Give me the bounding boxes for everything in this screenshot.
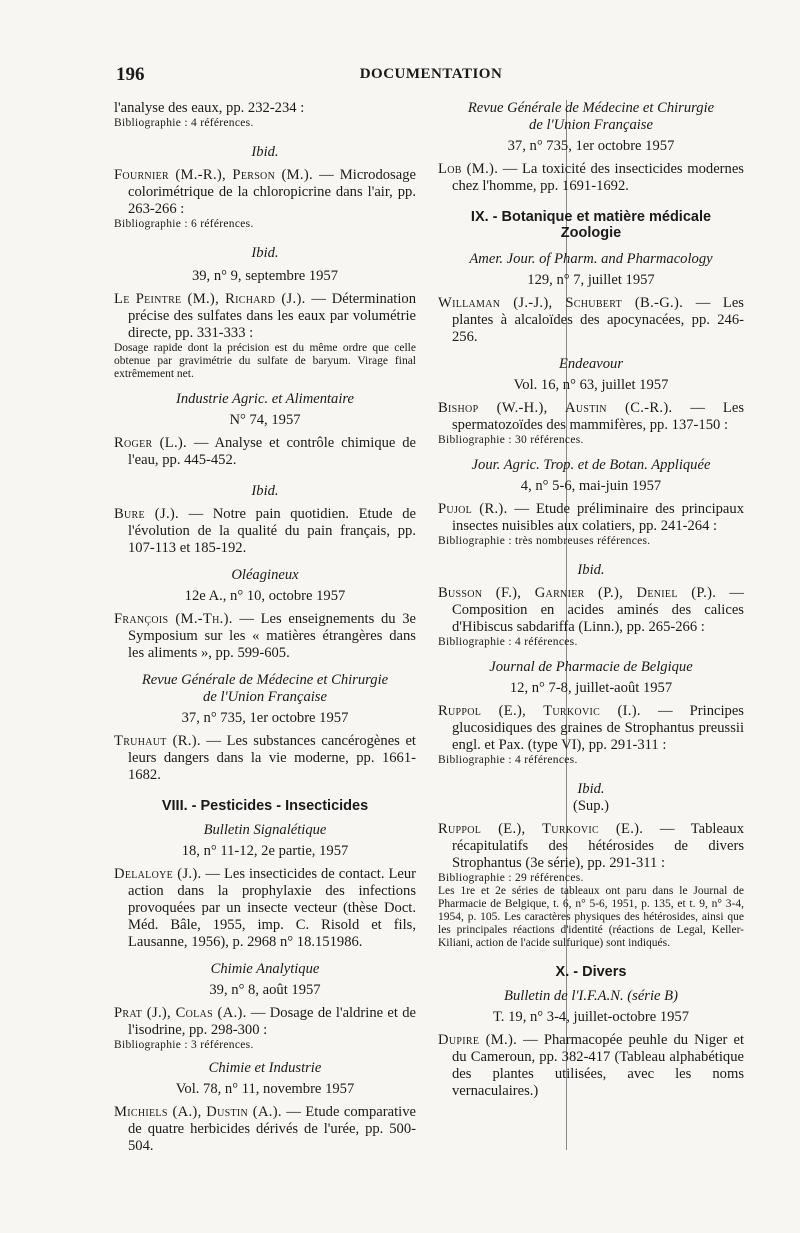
bibliography-note: Bibliographie : 30 références. (438, 434, 584, 446)
issue-line: Vol. 78, n° 11, novembre 1957 (175, 1081, 355, 1097)
source-title: Journal de Pharmacie de Belgique (489, 659, 693, 675)
source-title: Jour. Agric. Trop. et de Botan. Appliquée (471, 457, 711, 473)
entry-text: — Tableaux récapitulatifs des hétérosides de divers Strophantus (3e série), pp. 291-311 : (452, 821, 744, 871)
entry-text: — Les enseignements du 3e Symposium sur les « matières étrangères dans les aliments », pp. 599-605. (128, 611, 416, 661)
entry-author: Delaloye (J.). (114, 866, 202, 882)
section-heading: VIII. - Pesticides - Insecticides (161, 798, 369, 814)
entry-text: — Les substances cancérogènes et leurs dangers dans la vie moderne, pp. 1661-1682. (128, 733, 416, 783)
bibliography-note: Bibliographie : 29 références. (438, 872, 584, 884)
entry-author: Prat (J.), Colas (A.). (114, 1005, 247, 1021)
entry-text: — Microdosage colorimétrique de la chloropicrine dans l'air, pp. 263-266 : (128, 167, 416, 217)
issue-line: 129, n° 7, juillet 1957 (527, 272, 655, 288)
entry-author: Busson (F.), Garnier (P.), Deniel (P.). (438, 585, 717, 601)
entry-author: Michiels (A.), Dustin (A.). (114, 1104, 282, 1120)
entry-author: Pujol (R.). (438, 501, 508, 517)
entry-author: Fournier (M.-R.), Person (M.). (114, 167, 313, 183)
source-title: Endeavour (558, 356, 624, 372)
running-title: DOCUMENTATION (359, 66, 503, 82)
bibliographic-entry (438, 295, 744, 346)
entry-author: Ruppol (E.), Turkovic (I.). (438, 703, 641, 719)
source-title: de l'Union Française (529, 117, 653, 133)
entry-text: — La toxicité des insecticides modernes chez l'homme, pp. 1691-1692. (452, 161, 744, 194)
left-column (114, 100, 416, 1155)
bibliographic-entry (114, 611, 416, 662)
issue-line: 18, n° 11-12, 2e partie, 1957 (181, 843, 349, 859)
right-column (438, 100, 744, 1100)
source-ibid: Ibid. (577, 781, 605, 797)
entry-text: — Etude préliminaire des principaux insectes nuisibles aux colatiers, pp. 241-264 : (452, 501, 744, 534)
entry-author: Dupire (M.). (438, 1032, 518, 1048)
page-number: 196 (116, 64, 145, 85)
entry-author: Le Peintre (M.), Richard (J.). (114, 291, 306, 307)
section-heading: IX. - Botanique et matière médicale (470, 209, 712, 225)
entry-text: — Analyse et contrôle chimique de l'eau, pp. 445-452. (128, 435, 416, 468)
bibliography-note: Bibliographie : 4 références. (438, 754, 578, 766)
entry-text: — Pharmacopée peuhle du Niger et du Cameroun, pp. 382-417 (Tableau alphabétique des plantes utilisées, avec les noms vernaculaires.) (452, 1032, 745, 1099)
source-ibid: Ibid. (251, 245, 279, 261)
bibliographic-entry (114, 1104, 416, 1155)
bibliography-note: Bibliographie : 6 références. (114, 218, 254, 230)
source-ibid: Ibid. (251, 483, 279, 499)
entry-text: — Les spermatozoïdes des mammifères, pp. 137-150 : (452, 400, 744, 433)
bibliographic-entry (114, 291, 416, 342)
bibliography-note: Bibliographie : très nombreuses références. (438, 535, 651, 547)
bibliographic-entry (438, 400, 744, 434)
source-title: Oléagineux (231, 567, 299, 583)
entry-text: — Détermination précise des sulfates dans les eaux par volumétrie directe, pp. 331-333 : (128, 291, 417, 341)
entry-author: Roger (L.). (114, 435, 188, 451)
issue-line: (Sup.) (572, 798, 610, 814)
source-title: Bulletin Signalétique (203, 822, 327, 838)
bibliographic-entry (438, 585, 744, 636)
bibliography-note: Bibliographie : 3 références. (114, 1039, 254, 1051)
issue-line: 12e A., n° 10, octobre 1957 (184, 588, 346, 604)
section-heading: Zoologie (560, 225, 622, 241)
entry-text: — Dosage de l'aldrine et de l'isodrine, pp. 298-300 : (128, 1005, 416, 1038)
bibliographic-entry (438, 703, 744, 754)
abstract-note: Les 1re et 2e séries de tableaux ont paru dans le Journal de Pharmacie de Belgique, t. 6, n° 5-6, 1951, p. 135, et t. 9, n° 3-4, 1954, p. 105. Les caractères physiques des hétérosides, ainsi que les principales réactions d'identité (réactions de Legal, Keller-Kiliani, action de l'acide sulfurique) sont indiqués. (438, 885, 744, 949)
issue-line: 12, n° 7-8, juillet-août 1957 (509, 680, 673, 696)
entry-author: Bure (J.). (114, 506, 180, 522)
source-title: Industrie Agric. et Alimentaire (175, 391, 355, 407)
bibliography-note: Bibliographie : 4 références. (114, 117, 254, 129)
bibliographic-entry (114, 1005, 416, 1039)
entry-text: — Les plantes à alcaloïdes des apocynacées, pp. 246-256. (452, 295, 744, 345)
page-header (116, 64, 746, 88)
issue-line: 39, n° 9, septembre 1957 (191, 268, 339, 284)
source-title: Revue Générale de Médecine et Chirurgie (467, 100, 715, 116)
bibliographic-entry (438, 501, 744, 535)
source-title: Amer. Jour. of Pharm. and Pharmacology (469, 251, 713, 267)
source-title: Chimie et Industrie (208, 1060, 322, 1076)
abstract-note: Dosage rapide dont la précision est du même ordre que celle obtenue par gravimétrie du sulfate de baryum. Virage final extrêmement net. (114, 342, 416, 380)
entry-text: — Les insecticides de contact. Leur action dans la prophylaxie des infections provoquées par un insecte vecteur (thèse Doct. Méd. Bâle, 1955, imp. C. Risold et fils, Lausanne, 1956), p. 2968 n° 18.151986. (128, 866, 416, 950)
bibliographic-entry (114, 167, 416, 218)
bibliographic-entry (438, 161, 744, 195)
entry-text: — Composition en acides aminés des calices d'Hibiscus sabdariffa (Linn.), pp. 265-266 : (452, 585, 744, 635)
source-title: de l'Union Française (203, 689, 327, 705)
issue-line: 4, n° 5-6, mai-juin 1957 (520, 478, 662, 494)
entry-text: — Principes glucosidiques des graines de Strophantus preussii engl. et Pax. (type VI), pp. 291-311 : (452, 703, 744, 753)
entry-author: Truhaut (R.). (114, 733, 201, 749)
bibliographic-entry (438, 821, 744, 872)
bibliographic-entry (114, 866, 416, 951)
bibliographic-entry (114, 506, 416, 557)
entry-text: — Notre pain quotidien. Etude de l'évolution de la qualité du pain français, pp. 107-113 et 185-192. (128, 506, 417, 556)
section-heading: X. - Divers (555, 964, 627, 980)
issue-line: 37, n° 735, 1er octobre 1957 (507, 138, 675, 154)
entry-text: l'analyse des eaux, pp. 232-234 : (114, 100, 305, 116)
entry-author: Bishop (W.-H.), Austin (C.-R.). (438, 400, 673, 416)
entry-author: Willaman (J.-J.), Schubert (B.-G.). (438, 295, 684, 311)
issue-line: T. 19, n° 3-4, juillet-octobre 1957 (492, 1009, 690, 1025)
entry-author: François (M.-Th.). (114, 611, 233, 627)
bibliographic-entry (438, 1032, 744, 1100)
entry-author: Ruppol (E.), Turkovic (E.). (438, 821, 644, 837)
source-title: Bulletin de l'I.F.A.N. (série B) (504, 988, 678, 1004)
issue-line: 37, n° 735, 1er octobre 1957 (181, 710, 349, 726)
issue-line: 39, n° 8, août 1957 (209, 982, 321, 998)
bibliographic-entry (114, 435, 416, 469)
issue-line: Vol. 16, n° 63, juillet 1957 (513, 377, 669, 393)
entry-text: — Etude comparative de quatre herbicides dérivés de l'urée, pp. 500-504. (128, 1104, 416, 1154)
source-ibid: Ibid. (577, 562, 605, 578)
entry-author: Lob (M.). (438, 161, 499, 177)
source-title: Revue Générale de Médecine et Chirurgie (141, 672, 389, 688)
source-title: Chimie Analytique (210, 961, 320, 977)
source-ibid: Ibid. (251, 144, 279, 160)
bibliography-note: Bibliographie : 4 références. (438, 636, 578, 648)
bibliographic-entry (114, 733, 416, 784)
issue-line: N° 74, 1957 (229, 412, 301, 428)
